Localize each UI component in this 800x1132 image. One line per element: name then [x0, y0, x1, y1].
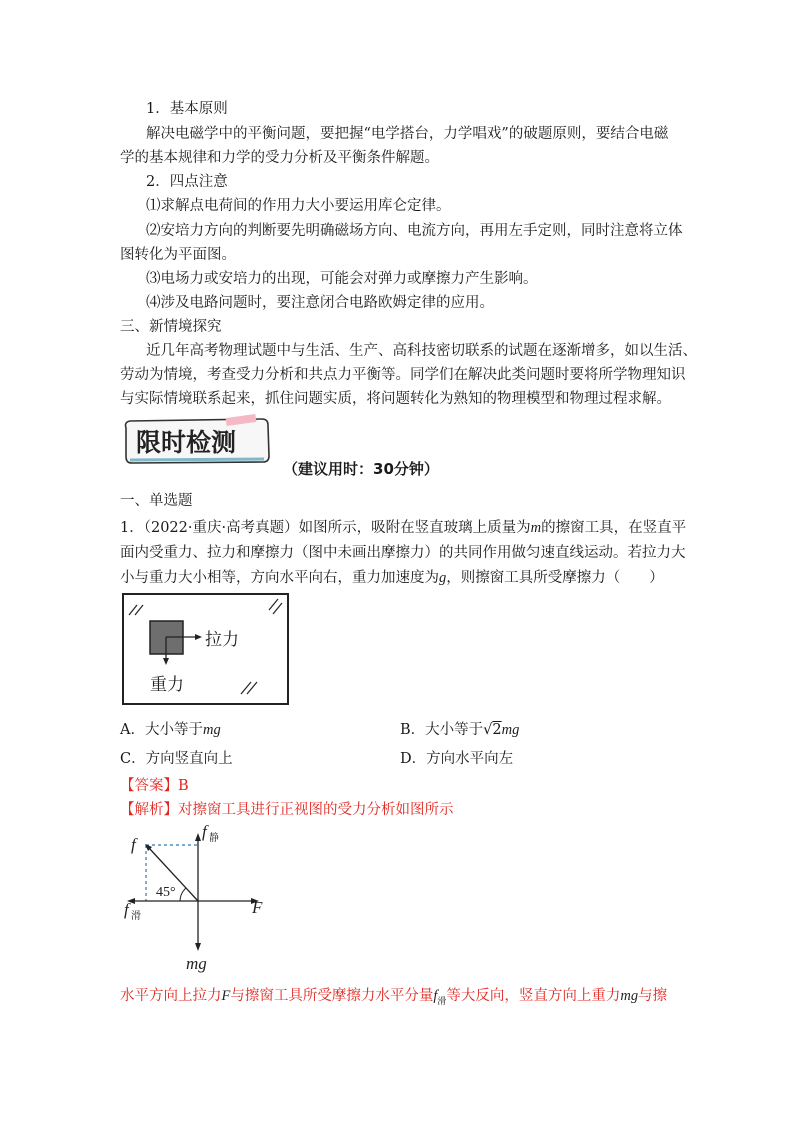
symbol-mg: mg: [620, 988, 639, 1004]
question-text: 的擦窗工具，在竖直平: [541, 520, 687, 536]
option-b[interactable]: [400, 720, 519, 740]
banner-underline: [130, 459, 264, 460]
symbol-f-sub: 滑: [437, 996, 447, 1007]
option-c[interactable]: C．方向竖直向上: [120, 751, 233, 767]
paragraph-line: 学的基本规律和力学的受力分析及平衡条件解题。: [120, 150, 439, 166]
paragraph-line: 与实际情境联系起来，抓住问题实质，将问题转化为熟知的物理模型和物理过程求解。: [120, 391, 671, 407]
label-mg: mg: [186, 954, 207, 973]
analysis-text: 水平方向上拉力: [120, 988, 222, 1004]
pull-label: 拉力: [205, 630, 239, 650]
window-cleaner-figure: [120, 591, 292, 709]
symbol-m: m: [530, 520, 542, 536]
analysis-text: 与擦: [638, 988, 668, 1004]
heading-basic-principle: 1．基本原则: [146, 101, 228, 117]
label-f-slide: f: [124, 900, 129, 919]
force-diagram: [118, 823, 278, 975]
answer-line: [120, 776, 189, 796]
option-a-label: A．大小等于: [120, 722, 203, 738]
note-item: ⑶电场力或安培力的出现，可能会对弹力或摩擦力产生影响。: [146, 271, 538, 287]
analysis-text: 对擦窗工具进行正视图的受力分析如图所示: [178, 802, 454, 818]
analysis-text: 等大反向，竖直方向上重力: [446, 988, 621, 1004]
label-f-static: f: [202, 823, 207, 841]
option-a-symbol: mg: [202, 722, 221, 738]
banner-title: 限时检测: [136, 428, 237, 457]
label-static-sub: 静: [209, 833, 219, 844]
answer-value: B: [178, 778, 189, 794]
option-a[interactable]: [120, 720, 221, 740]
question-text: 小与重力大小相等，方向水平向右，重力加速度为: [120, 570, 439, 586]
question-text: ，则擦窗工具所受摩擦力（ ）: [446, 570, 664, 586]
heading-explore: 三、新情境探究: [120, 319, 222, 335]
option-b-symbol: mg: [501, 722, 520, 738]
analysis-line: [120, 986, 667, 1012]
note-item: ⑵安培力方向的判断要先明确磁场方向、电流方向，再用左手定则，同时注意将立体: [146, 223, 683, 239]
option-d[interactable]: D．方向水平向左: [400, 751, 514, 767]
symbol-f: f: [433, 988, 438, 1004]
note-item: ⑴求解点电荷间的作用力大小要运用库仑定律。: [146, 198, 451, 214]
question-line: [120, 518, 686, 538]
gravity-arrowhead: [195, 943, 201, 951]
question-source: （2022·重庆·高考真题）: [143, 520, 299, 536]
static-friction-arrowhead: [195, 833, 201, 841]
time-limit-banner: [122, 414, 272, 466]
label-slide-sub: 滑: [131, 911, 141, 922]
answer-label: 【答案】: [120, 778, 178, 794]
question-text: 如图所示，吸附在竖直玻璃上质量为: [298, 520, 531, 536]
sqrt-radicand: 2: [492, 722, 502, 738]
note-item: ⑷涉及电路问题时，要注意闭合电路欧姆定律的应用。: [146, 295, 494, 311]
label-f: f: [131, 835, 136, 854]
suggested-time: （建议用时：30分钟）: [283, 460, 439, 478]
analysis-label: 【解析】: [120, 802, 178, 818]
paragraph-line: 劳动为情境，考查受力分析和共点力平衡等。同学们在解决此类问题时要将所学物理知识: [120, 367, 686, 383]
sqrt-symbol: √: [483, 722, 493, 738]
analysis-text: 与擦窗工具所受摩擦力水平分量: [230, 988, 434, 1004]
gravity-label: 重力: [150, 675, 184, 695]
note-item: 图转化为平面图。: [120, 247, 236, 263]
question-line: 面内受重力、拉力和摩擦力（图中未画出摩擦力）的共同作用做匀速直线运动。若拉力大: [120, 545, 686, 561]
symbol-F: F: [221, 988, 231, 1004]
analysis-line: [120, 800, 454, 820]
option-b-label: B．大小等于: [400, 722, 484, 738]
angle-label: 45°: [156, 885, 176, 900]
label-F: F: [252, 898, 263, 917]
question-number: 1．: [120, 520, 144, 536]
section-single-choice: 一、单选题: [120, 493, 193, 509]
heading-four-notes: 2．四点注意: [146, 174, 228, 190]
symbol-g: g: [439, 570, 447, 586]
paragraph-line: 解决电磁学中的平衡问题，要把握“电学搭台，力学唱戏”的破题原则，要结合电磁: [146, 126, 669, 142]
angle-arc: [180, 888, 186, 901]
paragraph-line: 近几年高考物理试题中与生活、生产、高科技密切联系的试题在逐渐增多，如以生活、: [146, 343, 697, 359]
question-line: [120, 568, 664, 588]
